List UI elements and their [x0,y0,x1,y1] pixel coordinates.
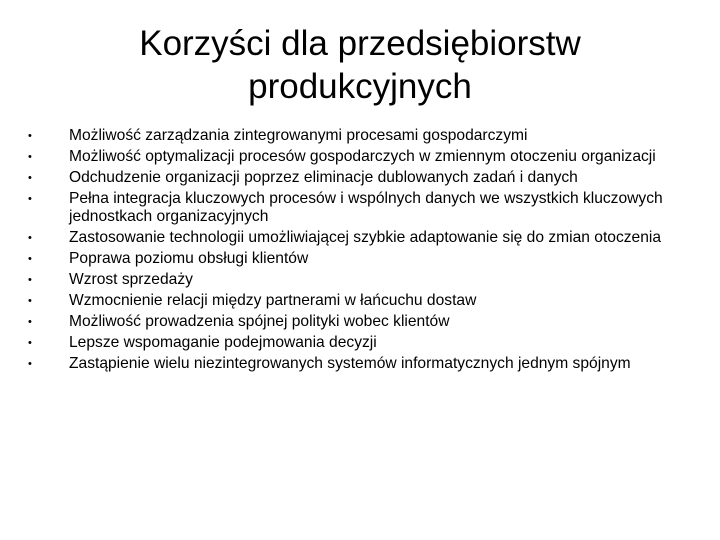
bullet-dot-icon: • [28,316,32,328]
bullet-text: Możliwość prowadzenia spójnej polityki wobec klientów [69,313,450,330]
bullet-text: Lepsze wspomaganie podejmowania decyzji [69,334,377,351]
bullet-item [24,229,700,247]
bullet-dot-icon: • [28,151,32,163]
bullet-dot-icon: • [28,295,32,307]
bullet-text: Pełna integracja kluczowych procesów i wspólnych danych we wszystkich kluczowych jednostkach organizacyjnych [69,190,663,225]
bullet-text: Możliwość optymalizacji procesów gospodarczych w zmiennym otoczeniu organizacji [69,148,656,165]
bullet-dot-icon: • [28,337,32,349]
bullet-text: Wzmocnienie relacji między partnerami w łańcuchu dostaw [69,292,477,309]
bullet-text: Zastosowanie technologii umożliwiającej szybkie adaptowanie się do zmian otoczenia [69,229,662,246]
bullet-dot-icon: • [28,274,32,286]
bullet-item [24,292,700,310]
bullet-list [24,127,700,376]
bullet-item [24,355,700,373]
bullet-item [24,271,700,289]
bullet-item [24,190,700,226]
bullet-text: Wzrost sprzedaży [69,271,193,288]
bullet-dot-icon: • [28,232,32,244]
bullet-dot-icon: • [28,172,32,184]
bullet-text: Poprawa poziomu obsługi klientów [69,250,309,267]
slide-title [60,22,660,108]
bullet-item [24,334,700,352]
slide-title-line-2: produkcyjnych [248,67,472,106]
bullet-dot-icon: • [28,193,32,205]
bullet-item [24,127,700,145]
bullet-dot-icon: • [28,130,32,142]
bullet-text: Zastąpienie wielu niezintegrowanych systemów informatycznych jednym spójnym [69,355,631,372]
bullet-item [24,250,700,268]
bullet-dot-icon: • [28,358,32,370]
bullet-item [24,169,700,187]
bullet-item [24,313,700,331]
bullet-dot-icon: • [28,253,32,265]
slide-title-line-1: Korzyści dla przedsiębiorstw [139,24,581,63]
bullet-item [24,148,700,166]
bullet-text: Możliwość zarządzania zintegrowanymi procesami gospodarczymi [69,127,528,144]
bullet-text: Odchudzenie organizacji poprzez eliminacje dublowanych zadań i danych [69,169,578,186]
